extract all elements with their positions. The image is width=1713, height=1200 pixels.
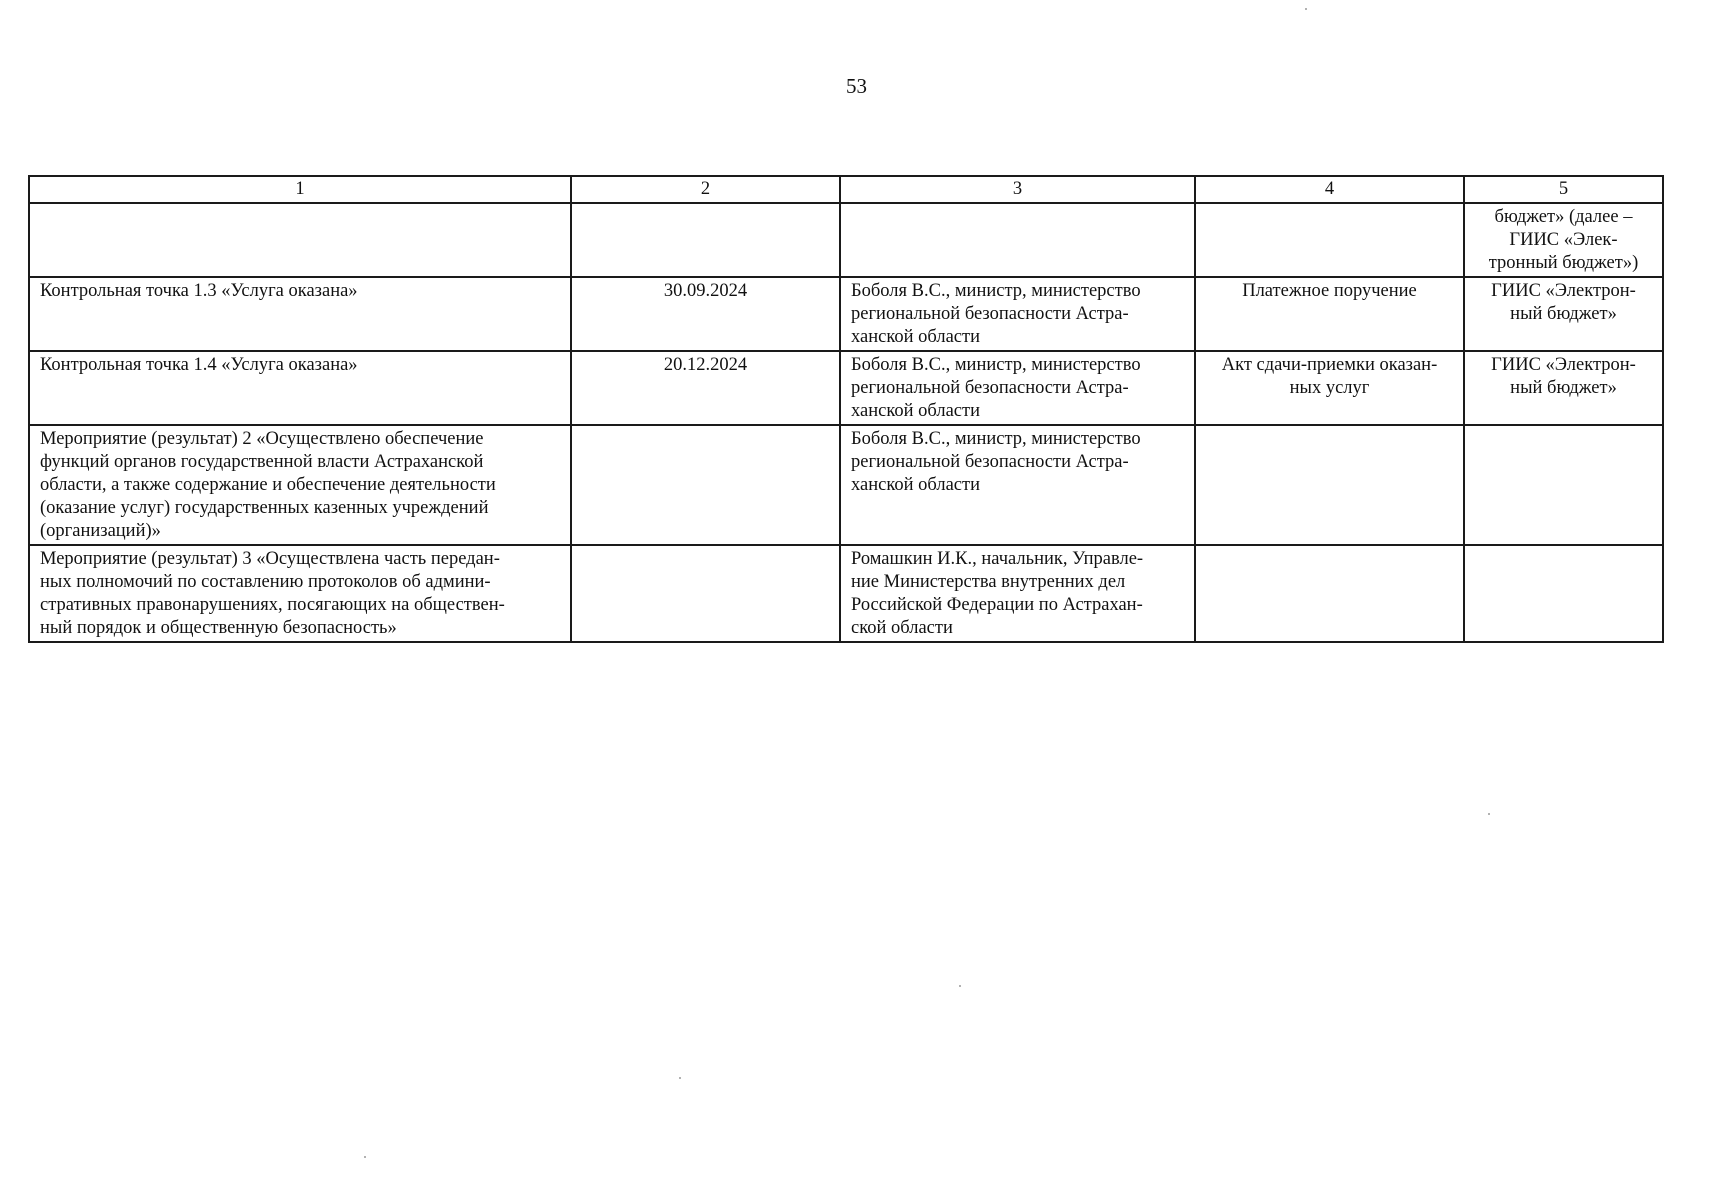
cell-line: Платежное поручение — [1242, 281, 1417, 301]
cell-line: ный бюджет» — [1510, 304, 1617, 324]
cell-document — [1195, 545, 1464, 642]
header-cell-4: 4 — [1195, 176, 1464, 203]
cell-line: 20.12.2024 — [663, 355, 748, 375]
cell-deadline — [571, 203, 840, 277]
scan-speck — [1488, 813, 1490, 815]
cell-line: ханской области — [851, 401, 980, 421]
cell-description — [29, 351, 571, 425]
cell-line: стративных правонарушениях, посягающих на обществен- — [40, 595, 505, 615]
cell-line: ГИИС «Электрон- — [1491, 355, 1636, 375]
cell-line: ской области — [851, 618, 953, 638]
page-number: 53 — [846, 74, 867, 98]
scan-speck — [959, 985, 961, 987]
cell-line: тронный бюджет») — [1488, 253, 1639, 273]
cell-line: бюджет» (далее – — [1494, 207, 1633, 227]
scan-speck — [1305, 8, 1307, 10]
cell-system — [1464, 425, 1663, 545]
table-header-row — [29, 176, 1663, 203]
cell-description — [29, 203, 571, 277]
cell-system — [1464, 203, 1663, 277]
cell-line: ный бюджет» — [1510, 378, 1617, 398]
header-cell-1: 1 — [29, 176, 571, 203]
table-row — [29, 425, 1663, 545]
cell-line: ный порядок и общественную безопасность» — [40, 618, 397, 638]
cell-system — [1464, 351, 1663, 425]
cell-line: Акт сдачи-приемки оказан- — [1221, 355, 1438, 375]
cell-line: (оказание услуг) государственных казенных учреждений — [40, 498, 489, 518]
cell-line: ных услуг — [1289, 378, 1370, 398]
cell-deadline — [571, 545, 840, 642]
cell-responsible — [840, 277, 1195, 351]
cell-line: ГИИС «Элек- — [1509, 230, 1618, 250]
cell-line: региональной безопасности Астра- — [851, 304, 1129, 324]
cell-responsible — [840, 203, 1195, 277]
table-row — [29, 545, 1663, 642]
cell-line: Мероприятие (результат) 3 «Осуществлена часть передан- — [40, 549, 500, 569]
cell-line: Боболя В.С., министр, министерство — [851, 281, 1141, 301]
cell-deadline — [571, 351, 840, 425]
cell-line: (организаций)» — [40, 521, 161, 541]
cell-line: Боболя В.С., министр, министерство — [851, 429, 1141, 449]
cell-line: региональной безопасности Астра- — [851, 452, 1129, 472]
cell-line: Российской Федерации по Астрахан- — [851, 595, 1143, 615]
cell-deadline — [571, 277, 840, 351]
cell-line: функций органов государственной власти Астраханской — [40, 452, 484, 472]
cell-document — [1195, 203, 1464, 277]
scan-speck — [364, 1156, 366, 1158]
cell-description — [29, 425, 571, 545]
cell-document — [1195, 425, 1464, 545]
cell-line: ГИИС «Электрон- — [1491, 281, 1636, 301]
cell-line: региональной безопасности Астра- — [851, 378, 1129, 398]
cell-description — [29, 277, 571, 351]
cell-line: 30.09.2024 — [663, 281, 748, 301]
cell-responsible — [840, 425, 1195, 545]
header-cell-2: 2 — [571, 176, 840, 203]
cell-line: ных полномочий по составлению протоколов об админи- — [40, 572, 491, 592]
table-row — [29, 351, 1663, 425]
cell-line: ние Министерства внутренних дел — [851, 572, 1126, 592]
cell-deadline — [571, 425, 840, 545]
cell-line: области, а также содержание и обеспечение деятельности — [40, 475, 496, 495]
cell-line: Боболя В.С., министр, министерство — [851, 355, 1141, 375]
cell-document — [1195, 351, 1464, 425]
table-row — [29, 277, 1663, 351]
cell-line: Контрольная точка 1.3 «Услуга оказана» — [40, 281, 358, 301]
table-row — [29, 203, 1663, 277]
cell-line: ханской области — [851, 327, 980, 347]
scan-speck — [679, 1077, 681, 1079]
header-cell-5: 5 — [1464, 176, 1663, 203]
cell-system — [1464, 545, 1663, 642]
cell-responsible — [840, 545, 1195, 642]
cell-line: Ромашкин И.К., начальник, Управле- — [851, 549, 1144, 569]
cell-document — [1195, 277, 1464, 351]
cell-line: Мероприятие (результат) 2 «Осуществлено обеспечение — [40, 429, 484, 449]
cell-line: Контрольная точка 1.4 «Услуга оказана» — [40, 355, 358, 375]
cell-system — [1464, 277, 1663, 351]
plan-table — [28, 175, 1664, 643]
cell-description — [29, 545, 571, 642]
cell-responsible — [840, 351, 1195, 425]
cell-line: ханской области — [851, 475, 980, 495]
header-cell-3: 3 — [840, 176, 1195, 203]
